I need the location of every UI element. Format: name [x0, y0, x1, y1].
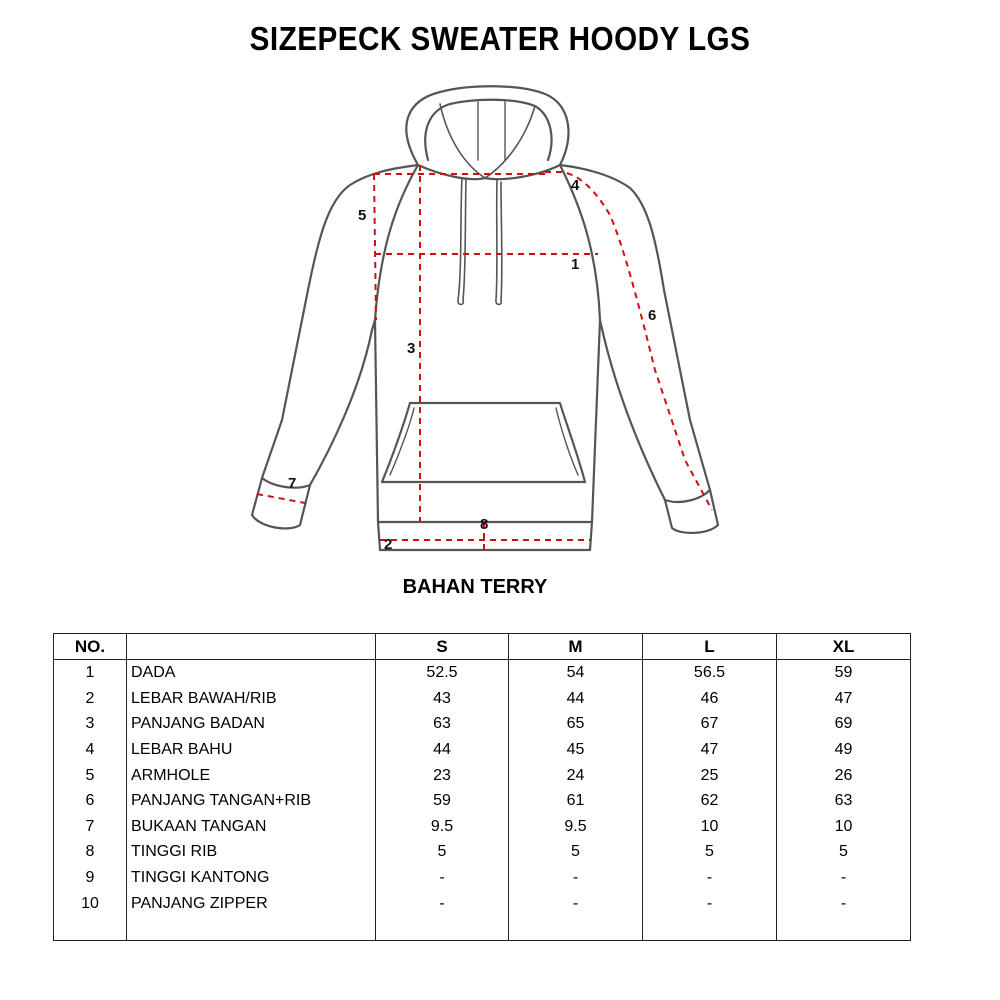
page-title: SIZEPECK SWEATER HOODY LGS	[249, 20, 751, 57]
row-l: 25	[643, 762, 777, 788]
row-s: 44	[376, 737, 509, 763]
row-l: 47	[643, 737, 777, 763]
row-s: 9.5	[376, 814, 509, 840]
header-m: M	[509, 634, 643, 660]
table-row	[54, 865, 911, 891]
row-no: 8	[54, 839, 127, 865]
table-row	[54, 660, 911, 686]
row-no: 4	[54, 737, 127, 763]
row-desc: PANJANG TANGAN+RIB	[127, 788, 376, 814]
row-no: 5	[54, 762, 127, 788]
row-s: 63	[376, 711, 509, 737]
material-label: BAHAN TERRY	[402, 576, 548, 598]
row-desc: BUKAAN TANGAN	[127, 814, 376, 840]
row-desc: TINGGI KANTONG	[127, 865, 376, 891]
row-desc: TINGGI RIB	[127, 839, 376, 865]
label-2: 2	[384, 536, 393, 553]
row-desc: DADA	[127, 660, 376, 686]
row-xl: -	[777, 890, 911, 916]
label-4: 4	[571, 177, 580, 194]
row-m: 54	[509, 660, 643, 686]
row-s: 43	[376, 686, 509, 712]
row-s: -	[376, 865, 509, 891]
row-desc: LEBAR BAWAH/RIB	[127, 686, 376, 712]
table-row	[54, 839, 911, 865]
row-desc: LEBAR BAHU	[127, 737, 376, 763]
table-row	[54, 890, 911, 916]
row-l: 56.5	[643, 660, 777, 686]
row-no: 3	[54, 711, 127, 737]
row-l: 62	[643, 788, 777, 814]
header-s: S	[376, 634, 509, 660]
table-row	[54, 814, 911, 840]
row-no: 2	[54, 686, 127, 712]
label-5: 5	[358, 207, 367, 224]
header-desc	[127, 634, 376, 660]
row-m: 24	[509, 762, 643, 788]
row-xl: 47	[777, 686, 911, 712]
label-1: 1	[571, 256, 580, 273]
row-xl: 63	[777, 788, 911, 814]
row-desc: ARMHOLE	[127, 762, 376, 788]
table-row	[54, 788, 911, 814]
row-s: 5	[376, 839, 509, 865]
row-no: 7	[54, 814, 127, 840]
header-l: L	[643, 634, 777, 660]
row-m: -	[509, 890, 643, 916]
row-xl: 59	[777, 660, 911, 686]
row-s: 52.5	[376, 660, 509, 686]
row-l: -	[643, 890, 777, 916]
size-table	[53, 633, 911, 941]
row-no: 6	[54, 788, 127, 814]
row-xl: 49	[777, 737, 911, 763]
row-m: 61	[509, 788, 643, 814]
row-no: 10	[54, 890, 127, 916]
header-no: NO.	[54, 634, 127, 660]
row-xl: 69	[777, 711, 911, 737]
row-m: 45	[509, 737, 643, 763]
label-7: 7	[288, 475, 297, 492]
table-header-row	[54, 634, 911, 660]
row-m: 9.5	[509, 814, 643, 840]
header-xl: XL	[777, 634, 911, 660]
label-6: 6	[648, 307, 657, 324]
row-s: -	[376, 890, 509, 916]
table-row-empty	[54, 916, 911, 941]
row-xl: 10	[777, 814, 911, 840]
row-xl: 26	[777, 762, 911, 788]
row-m: 5	[509, 839, 643, 865]
row-desc: PANJANG BADAN	[127, 711, 376, 737]
row-xl: 5	[777, 839, 911, 865]
row-l: 46	[643, 686, 777, 712]
row-no: 1	[54, 660, 127, 686]
table-row	[54, 762, 911, 788]
row-m: 65	[509, 711, 643, 737]
table-row	[54, 711, 911, 737]
row-s: 23	[376, 762, 509, 788]
row-no: 9	[54, 865, 127, 891]
row-l: 67	[643, 711, 777, 737]
row-l: -	[643, 865, 777, 891]
row-xl: -	[777, 865, 911, 891]
row-s: 59	[376, 788, 509, 814]
row-desc: PANJANG ZIPPER	[127, 890, 376, 916]
table-row	[54, 686, 911, 712]
row-l: 5	[643, 839, 777, 865]
row-l: 10	[643, 814, 777, 840]
table-row	[54, 737, 911, 763]
row-m: 44	[509, 686, 643, 712]
label-3: 3	[407, 340, 416, 357]
row-m: -	[509, 865, 643, 891]
label-8: 8	[480, 516, 489, 533]
